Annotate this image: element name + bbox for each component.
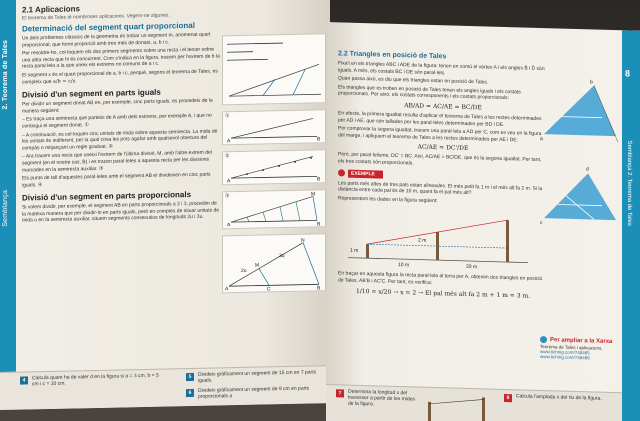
figure-one [222, 109, 326, 145]
exercise-4-number: 4 [20, 376, 28, 384]
figp-label-b: B [317, 285, 321, 292]
section-title: 2.1 Aplicacions [22, 4, 80, 15]
exemple-text-2: Representem les dades en la figura següent: [338, 195, 438, 204]
section-subtitle: El teorema de Tales té nombroses aplicacions. Vegem-ne algunes. [22, 12, 170, 22]
para-r6: Però, per paral·lelisme, DC' = BC. Així, AC/AE = BC/DE, que és la segona igualtat. Per tant, els tres costats són proporcionals. [338, 151, 542, 167]
left-figures [222, 33, 326, 299]
figure-three-diagram [223, 190, 325, 228]
para-equal-1: Per dividir un segment donat AB en, per exemple, cinc parts iguals, es procedeix de la manera següent: [22, 97, 213, 115]
triangle-figure-2 [538, 158, 620, 235]
exercise-5-number: 5 [186, 373, 194, 381]
exercise-7-number: 7 [336, 389, 344, 397]
heading-proportional-parts: Divisió d'un segment en parts proporcionals [22, 190, 192, 203]
fig3-label-b: B [317, 221, 321, 228]
link-subtitle: Teorema de Tales i aplicacions. [540, 343, 603, 351]
para-equal-2: – Es traça una semirecta que parteixi de A amb dels extrems, per exemple A, i que no contingui el segment donat. ① [22, 112, 212, 130]
left-tab-section: Semblança [2, 189, 9, 227]
tri1-label-a: a [540, 135, 543, 143]
exemple-label: EXEMPLE [348, 169, 383, 178]
right-tab-label: Semblança 2. Teorema de Tales [626, 140, 632, 227]
left-exercises [0, 365, 330, 410]
figure-proportional [222, 233, 326, 293]
heading-tales-position: 2.2 Triangles en posició de Tales [338, 50, 447, 61]
figp-label-3u: 3u [279, 253, 285, 260]
formula-r1: AB/AD = AC/AE = BC/DE [404, 102, 482, 112]
pole-label-10m: 10 m [398, 262, 410, 269]
figure-three-number: ③ [225, 193, 230, 200]
figure-two-diagram [223, 150, 325, 184]
para-fourth-1: Un dels problemes clàssics de la geometria és trobar un segment m, anomenat quart proporcional, que formi proporció amb tres més de donats, a, b i c. [22, 31, 211, 49]
para-r1: Fixa't en els triangles ABC i ADE de la figura: tenen en comú el vèrtex A i els angles B̂ i D̂ són iguals. A més, els costats BC i DE són paral·lels. [338, 60, 545, 76]
exemple-text: Les parts més altes de tres pals estan alineades. El més petit fa 1 m i el més alt fa 2 m. Si la distància entre cada pal és de 10 m, quant fa el pal més alt? [338, 179, 543, 197]
link-url-2[interactable]: www.tiching.com/748466 [540, 353, 590, 361]
exercise-8-text: Calcula l'amplada x del riu de la figura. [516, 393, 602, 402]
para-r3: Els triangles que es troben en posició de Tales tenen els angles iguals i els costats proporcionals. Per això, els costats corresponents i els costats proporcionals: [338, 84, 521, 102]
pole-label-1m: 1 m [350, 247, 359, 255]
figp-label-m: M [255, 262, 260, 269]
fourth-proportional-diagram [223, 34, 325, 104]
tri1-label-b: b [590, 79, 593, 86]
left-side-tab [0, 0, 16, 410]
link-url-1[interactable]: www.tiching.com/748465 [540, 348, 590, 356]
tri2-label-d: d [586, 166, 589, 173]
figure-proportional-diagram [223, 234, 325, 292]
figp-label-n: N [301, 237, 305, 244]
exercise-4-text: Calcula quant ha de valer d en la figura si a = 3 cm, b = 5 cm i c = 10 cm. [32, 372, 159, 388]
figp-label-a: A [225, 286, 229, 293]
para-fourth-2: Per resoldre-ho, col·loquem els dos primers segments sobre una recta i el tercer sobre una altra recta que hi és concurrent. Com s'indica en la figura, tracem per l'extrem de b la recta paral·lela a la que uneix els extrems no comuns de a i c. [22, 46, 220, 70]
exercise-6-text: Divideix gràficament un segment de 9 cm en parts proporcionals a [198, 385, 310, 400]
exercise-8-number: 8 [504, 394, 512, 402]
right-page [326, 22, 640, 421]
link-title-text: Per ampliar a la Xarxa [550, 336, 613, 345]
para-r2: Quan passa això, es diu que els triangles estan en posició de Tales. [338, 75, 489, 86]
triangle-figure-1 [538, 74, 620, 151]
exemple-dot-icon [338, 169, 345, 176]
heading-equal-parts: Divisió d'un segment en parts iguals [22, 87, 161, 100]
fig3-label-m: M [311, 191, 316, 198]
right-exercises [326, 384, 622, 421]
figp-label-2u: 2u [241, 267, 247, 274]
fig1-label-b: B [317, 136, 321, 143]
figure-two [222, 149, 326, 185]
pole-label-20m: 20 m [466, 264, 478, 271]
figure-fourth-proportional [222, 33, 326, 105]
figure-two-number: ② [225, 153, 230, 160]
exemple-text-3: En traçar en aquesta figura la recta paral·lela al terra per A, obtenim dos triangles en posició de Tales, AB'B i AC'C. Per tant, es verifica: [338, 270, 543, 286]
formula-fourth: a/b = c/x [52, 77, 76, 85]
right-side-tab [622, 30, 640, 421]
figure-one-number: ① [225, 113, 230, 120]
fig3-label-a: A [227, 222, 231, 229]
network-link-box [540, 336, 620, 361]
figure-one-diagram [223, 110, 325, 144]
para-equal-4: – Ara tracem una recta que uneixi l'extrem de l'última divisió, M, amb l'altre extrem del segment (en el nostre cas, B) i es tracen paral·leles a aquesta recta per les divisions marcades en la semirecta auxiliar. ③ [22, 149, 212, 174]
left-text-column [22, 1, 222, 226]
exercise-7-text: Determina la longitud x del travesser a partir de les mides de la figura. [348, 388, 415, 408]
tri2-label-c: c [540, 219, 543, 227]
right-text-column [338, 50, 548, 302]
figure-three [222, 189, 326, 229]
figp-label-c: C [267, 286, 271, 293]
triangle-diagram-1 [538, 74, 620, 146]
poles-diagram [338, 204, 538, 272]
triangle-diagram-2 [538, 158, 620, 230]
left-tab-chapter: 2. Teorema de Tales [2, 39, 9, 110]
para-prop-1: Si volem dividir, per exemple, el segment AB en parts proporcionals a 2 i 3, procedim de la mateixa manera que per dividir-lo en parts iguals, però en comptes de situar unitats de mida u en la semirecta auxiliar, situem segments consecutius de longituds 2u i 3u. [22, 200, 220, 225]
heading-fourth-proportional: Determinació del segment quart proporcional [22, 20, 195, 34]
globe-icon [540, 336, 547, 343]
fig2-label-a: A [227, 178, 231, 185]
exercise-6-number: 6 [186, 389, 194, 397]
para-r5: Per comprovar la segona igualtat, tracem una paral·lela a AD per C, com es veu en la figura del marge, i apliquem el teorema de Tales a les rectes determinades per AE i DE: [338, 125, 542, 144]
para-equal-5: Els punts de tall d'aquestes paral·leles amb el segment AB el divideixen en cinc parts iguals. ④ [22, 171, 211, 189]
pole-label-2m: 2 m [418, 237, 427, 245]
fig1-label-a: A [227, 138, 231, 145]
para-fourth-3 [22, 68, 222, 85]
para-r4: En efecte, la primera igualtat resulta d'aplicar el teorema de Tales a les rectes determinades per AD i AE, que són tallades per les paral·leles determinades per BD i DE. [338, 110, 542, 128]
formula-r3: 1/10 = x/20 → x = 2 → El pal més alt fa 2 m + 1 m = 3 m. [355, 287, 531, 300]
exercise-7-diagram [422, 394, 502, 421]
para-equal-3: – A continuació, es col·loquen cinc unitats de mida sobre aquesta semirecta. La mida de les unitats és indiferent, per la qual cosa les pots agafar amb qualsevol obertura del compàs o mitjançant un regle graduat. ② [22, 127, 218, 152]
right-tab-number: 8 [625, 68, 631, 79]
formula-r2: AC/AE = DC'/DE [417, 143, 469, 153]
exercise-5-text: Divideix gràficament un segment de 15 cm en 7 parts iguals. [198, 369, 317, 384]
para-fourth-3-text: El segment x és el quart proporcional de a, b i c, perquè, segons el teorema de Tales, es compleix que [22, 68, 218, 86]
fig2-label-b: B [317, 176, 321, 183]
